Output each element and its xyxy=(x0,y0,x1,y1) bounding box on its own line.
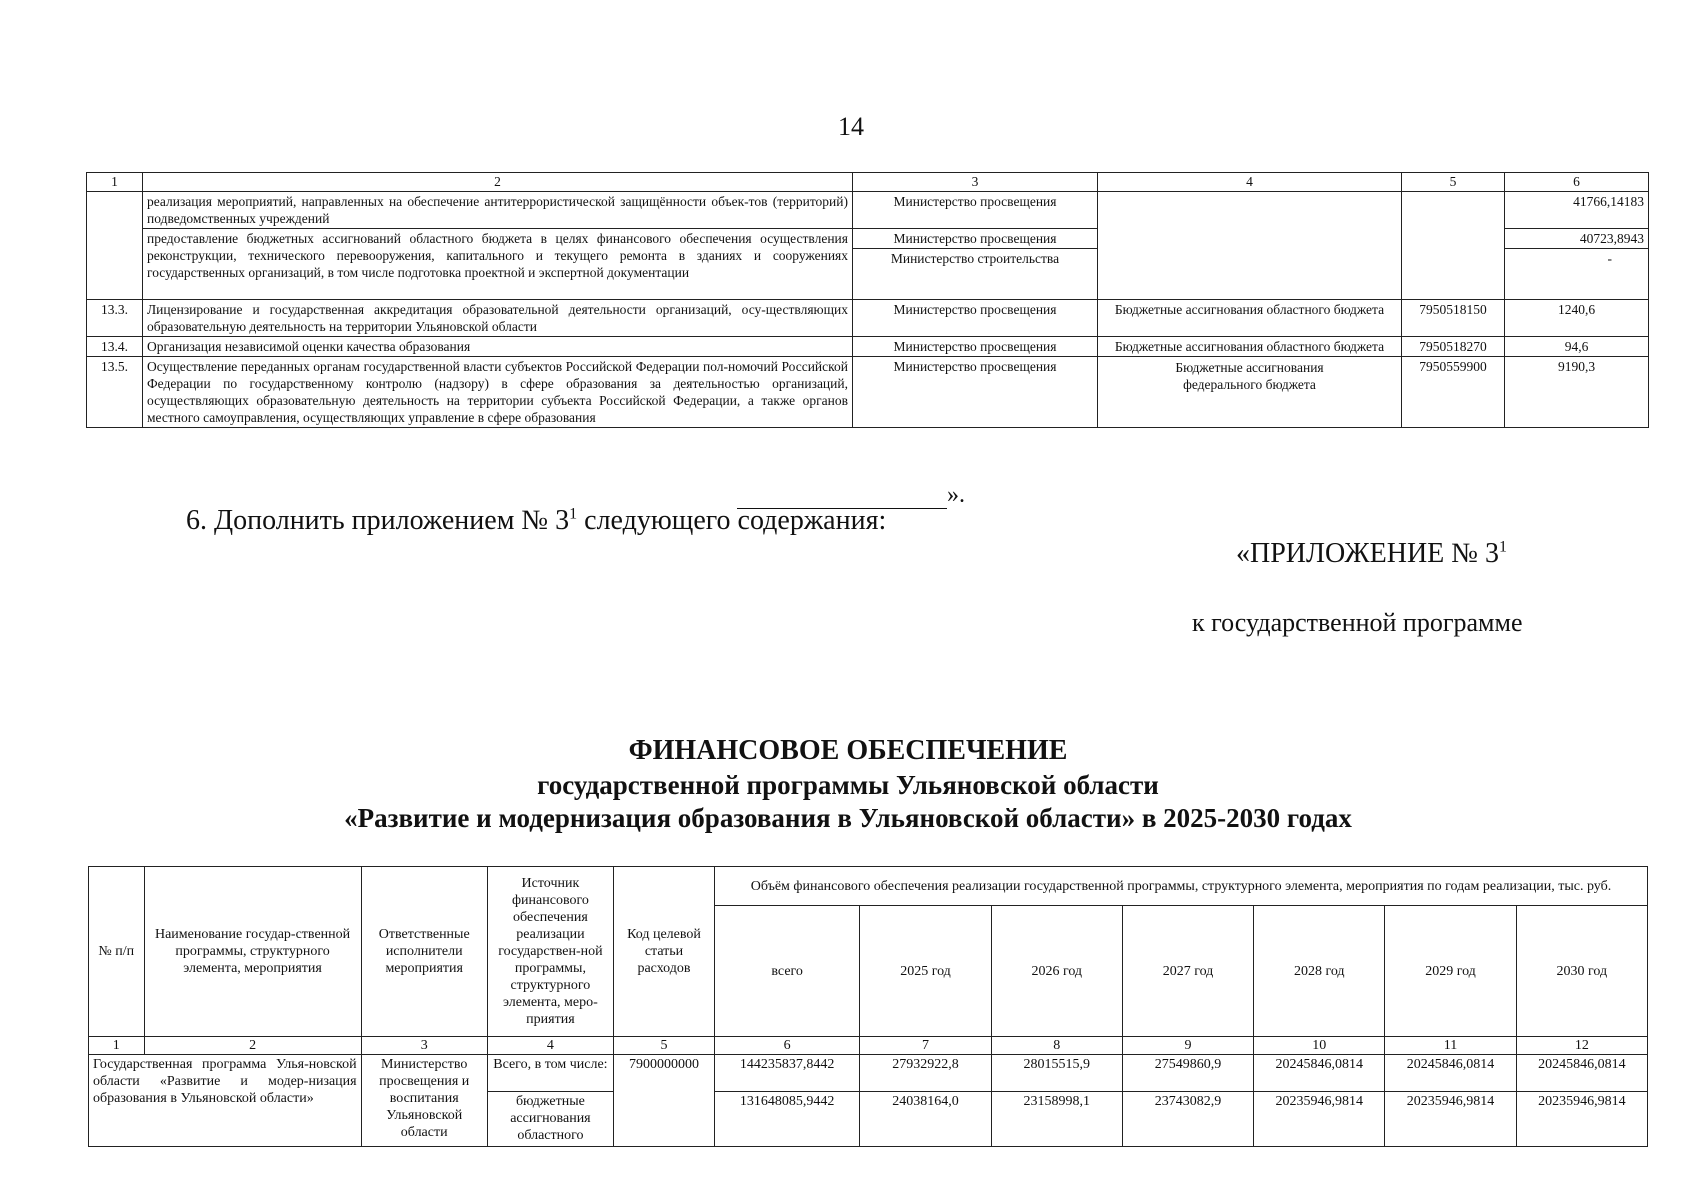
header-year: 2025 год xyxy=(860,906,991,1037)
document-title: ФИНАНСОВОЕ ОБЕСПЕЧЕНИЕ xyxy=(628,735,1068,766)
header-cell: 3 xyxy=(853,173,1098,192)
header-source: Источник финансового обеспечения реализации государствен-ной программы, структурного элемента, меро-приятия xyxy=(487,867,613,1037)
funding-source: бюджетные ассигнования областного xyxy=(487,1092,613,1147)
row-number: 13.3. xyxy=(87,300,143,337)
amount: 40723,8943 xyxy=(1505,229,1649,249)
header-executor: Ответственные исполнители мероприятия xyxy=(361,867,487,1037)
column-number: 6 xyxy=(714,1037,859,1055)
column-numbers-row xyxy=(89,1037,1648,1055)
amount-2027: 23743082,9 xyxy=(1122,1092,1253,1147)
document-subtitle: государственной программы Ульяновской области xyxy=(537,770,1159,800)
executor: Министерство просвещения xyxy=(853,337,1098,357)
executor: Министерство просвещения xyxy=(853,229,1098,249)
header-number: № п/п xyxy=(89,867,145,1037)
column-number: 11 xyxy=(1385,1037,1516,1055)
program-name: Государственная программа Улья-новской области «Развитие и модер-низация образования в Ульяновской области» xyxy=(89,1055,362,1147)
column-number: 8 xyxy=(991,1037,1122,1055)
executor: Министерство просвещения xyxy=(853,300,1098,337)
amount-2028: 20235946,9814 xyxy=(1254,1092,1385,1147)
budget-code: 7950518270 xyxy=(1402,337,1505,357)
amount-2025: 24038164,0 xyxy=(860,1092,991,1147)
amount-2026: 28015515,9 xyxy=(991,1055,1122,1092)
table-row xyxy=(87,337,1649,357)
measure-text: предоставление бюджетных ассигнований областного бюджета в целях финансового обеспечения осуществления реконструкции, технического перевооружения, капитального и текущего ремонта в зданиях и сооружениях государственных организаций, в том числе подготовка проектной и экспертной документации xyxy=(143,229,853,300)
closing-mark: ». xyxy=(737,482,965,509)
column-number: 3 xyxy=(361,1037,487,1055)
column-number: 2 xyxy=(144,1037,361,1055)
table-row xyxy=(87,192,1649,229)
amount-2025: 27932922,8 xyxy=(860,1055,991,1092)
amendment-item-6: 6. Дополнить приложением № $3^1$ следующего содержания: xyxy=(186,505,887,536)
executor: Министерство просвещения xyxy=(853,192,1098,229)
header-volume: Объём финансового обеспечения реализации государственной программы, структурного элемента, мероприятия по годам реализации, тыс. руб. xyxy=(714,867,1647,906)
header-cell: 1 xyxy=(87,173,143,192)
amount-2026: 23158998,1 xyxy=(991,1092,1122,1147)
column-number: 4 xyxy=(487,1037,613,1055)
column-number: 7 xyxy=(860,1037,991,1055)
row-number: 13.5. xyxy=(87,357,143,428)
column-number: 9 xyxy=(1122,1037,1253,1055)
measure-text: Лицензирование и государственная аккредитация образовательной деятельности организаций, осу-ществляющих образовательную деятельность на территории Ульяновской области xyxy=(143,300,853,337)
amount-2030: 20245846,0814 xyxy=(1516,1055,1647,1092)
amount-2027: 27549860,9 xyxy=(1122,1055,1253,1092)
column-number: 5 xyxy=(614,1037,715,1055)
amount-2028: 20245846,0814 xyxy=(1254,1055,1385,1092)
header-cell: 2 xyxy=(143,173,853,192)
header-cell: 4 xyxy=(1098,173,1402,192)
page-number: 14 xyxy=(838,112,864,141)
table-header-row xyxy=(89,867,1648,906)
measure-text: Осуществление переданных органам государственной власти субъектов Российской Федерации пол-номочий Российской Федерации по государственному контролю (надзору) в сфере образования за деятельностью организаций, осуществляющих образовательную деятельность на территории субъекта Российской Федерации, а также органов местного самоуправления, осуществляющих управление в сфере образования xyxy=(143,357,853,428)
program-executor: Министерство просвещения и воспитания Ульяновской области xyxy=(361,1055,487,1147)
header-year: 2026 год xyxy=(991,906,1122,1037)
budget-code: 7950559900 xyxy=(1402,357,1505,428)
header-cell: 6 xyxy=(1505,173,1649,192)
amount-2029: 20235946,9814 xyxy=(1385,1092,1516,1147)
amount-2030: 20235946,9814 xyxy=(1516,1092,1647,1147)
header-year: 2030 год xyxy=(1516,906,1647,1037)
measure-text: Организация независимой оценки качества образования xyxy=(143,337,853,357)
measures-table-continuation xyxy=(86,172,1649,428)
amount-total: 131648085,9442 xyxy=(714,1092,859,1147)
row-number xyxy=(87,192,143,300)
header-year: 2027 год xyxy=(1122,906,1253,1037)
amount: 1240,6 xyxy=(1505,300,1649,337)
funding-source xyxy=(1098,192,1402,300)
appendix-heading: «ПРИЛОЖЕНИЕ № $3^1$ xyxy=(1236,538,1507,569)
table-row xyxy=(87,357,1649,428)
table-row xyxy=(89,1055,1648,1092)
funding-source: Бюджетные ассигнования федерального бюджета xyxy=(1098,357,1402,428)
header-name: Наименование государ-ственной программы, структурного элемента, мероприятия xyxy=(144,867,361,1037)
column-number: 12 xyxy=(1516,1037,1647,1055)
document-subtitle-2: «Развитие и модернизация образования в Ульяновской области» в 2025-2030 годах xyxy=(344,803,1352,833)
amount: 94,6 xyxy=(1505,337,1649,357)
amount: - xyxy=(1505,249,1649,300)
table-row xyxy=(87,300,1649,337)
table-header-row xyxy=(87,173,1649,192)
header-code: Код целевой статьи расходов xyxy=(614,867,715,1037)
amount-total: 144235837,8442 xyxy=(714,1055,859,1092)
amount-2029: 20245846,0814 xyxy=(1385,1055,1516,1092)
header-year: 2028 год xyxy=(1254,906,1385,1037)
funding-source: Бюджетные ассигнования областного бюджета xyxy=(1098,337,1402,357)
executor: Министерство просвещения xyxy=(853,357,1098,428)
header-total: всего xyxy=(714,906,859,1037)
financing-table xyxy=(88,866,1648,1147)
budget-code: 7900000000 xyxy=(614,1055,715,1147)
budget-code: 7950518150 xyxy=(1402,300,1505,337)
column-number: 1 xyxy=(89,1037,145,1055)
funding-source: Всего, в том числе: xyxy=(487,1055,613,1092)
column-number: 10 xyxy=(1254,1037,1385,1055)
header-year: 2029 год xyxy=(1385,906,1516,1037)
funding-source: Бюджетные ассигнования областного бюджета xyxy=(1098,300,1402,337)
executor: Министерство строительства xyxy=(853,249,1098,300)
amount: 9190,3 xyxy=(1505,357,1649,428)
amount: 41766,14183 xyxy=(1505,192,1649,229)
budget-code xyxy=(1402,192,1505,300)
header-cell: 5 xyxy=(1402,173,1505,192)
measure-text: реализация мероприятий, направленных на обеспечение антитеррористической защищённости объек-тов (территорий) подведомственных учреждений xyxy=(143,192,853,229)
row-number: 13.4. xyxy=(87,337,143,357)
appendix-subheading: к государственной программе xyxy=(1192,608,1523,637)
